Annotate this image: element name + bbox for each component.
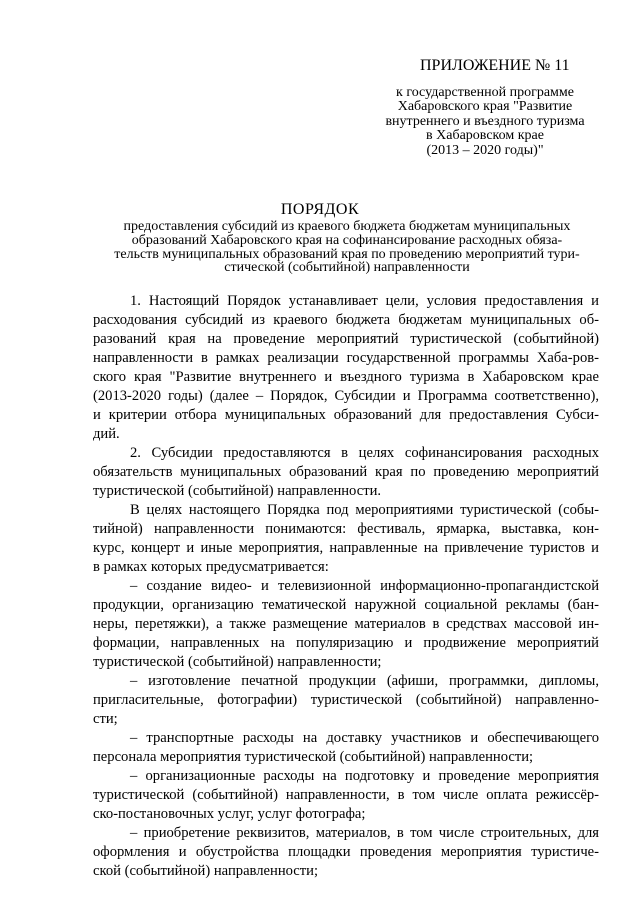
- body-line: обязательств муниципальных образований края по проведению мероприятий: [93, 464, 599, 480]
- body-line: ско-постановочных услуг, услуг фотографа;: [93, 806, 366, 822]
- body-line: неры, перетяжки), а также размещение материалов в средствах массовой ин-: [93, 616, 599, 632]
- annex-line: к государственной программе: [396, 85, 574, 100]
- body-line: и критерии отбора муниципальных образований для предоставления Субси-: [93, 407, 599, 423]
- body-line: дий.: [93, 426, 120, 442]
- document-title: ПОРЯДОК: [280, 201, 360, 218]
- body-line: расходования субсидий из краевого бюджета бюджетам муниципальных об-: [93, 312, 599, 328]
- body-line: – создание видео- и телевизионной информационно-пропагандистской: [130, 578, 599, 594]
- body-line: ского края "Развитие внутреннего и въездного туризма в Хабаровском крае: [93, 369, 599, 385]
- body-line: туристической (событийной) направленности, в том числе оплата режиссёр-: [93, 787, 599, 803]
- body-line: сти;: [93, 711, 118, 727]
- document-subtitle: [95, 220, 599, 275]
- body-line: 2. Субсидии предоставляются в целях софинансирования расходных: [130, 445, 599, 461]
- body-line: в рамках которых предусматривается:: [93, 559, 329, 575]
- body-line: (2013-2020 годы) (далее – Порядок, Субсидии и Программа соответственно),: [93, 388, 599, 404]
- body-line: – транспортные расходы на доставку участников и обеспечивающего: [130, 730, 599, 746]
- annex-line: в Хабаровском крае: [426, 128, 544, 144]
- body-line: туристической (событийной) направленности.: [93, 483, 382, 499]
- body-line: персонала мероприятия туристической (событийной) направленности;: [93, 749, 534, 765]
- appendix-number: ПРИЛОЖЕНИЕ № 11: [420, 57, 570, 74]
- document-body: [93, 292, 599, 881]
- body-line: разований края на проведение мероприятий туристической (событийной): [93, 331, 599, 347]
- annex-line: (2013 – 2020 годы)": [426, 142, 544, 158]
- subtitle-line: предоставления субсидий из краевого бюджета бюджетам муниципальных: [123, 219, 571, 234]
- body-line: – организационные расходы на подготовку и проведение мероприятия: [130, 768, 599, 784]
- subtitle-line: стической (событийной) направленности: [224, 260, 470, 276]
- body-line: тийной) направленности понимаются: фестиваль, ярмарка, выставка, кон-: [93, 521, 599, 537]
- subtitle-line: тельств муниципальных образований края по проведению мероприятий тури-: [114, 246, 580, 262]
- body-line: пригласительные, фотографии) туристической (событийной) направленно-: [93, 692, 599, 708]
- body-line: – изготовление печатной продукции (афиши, программки, дипломы,: [130, 673, 599, 689]
- annex-reference: [360, 86, 610, 158]
- body-line: курс, концерт и иные мероприятия, направленные на привлечение туристов и: [93, 540, 599, 556]
- annex-line: Хабаровского края "Развитие: [397, 99, 573, 115]
- body-line: туристической (событийной) направленности;: [93, 654, 382, 670]
- body-line: В целях настоящего Порядка под мероприятиями туристической (собы-: [130, 502, 599, 518]
- annex-line: внутреннего и въездного туризма: [385, 113, 585, 129]
- body-line: продукции, организацию тематической наружной социальной рекламы (бан-: [93, 597, 599, 613]
- body-line: 1. Настоящий Порядок устанавливает цели, условия предоставления и: [130, 293, 599, 309]
- subtitle-line: образований Хабаровского края на софинансирование расходных обяза-: [131, 232, 563, 248]
- body-line: направленности в рамках реализации государственной программы Хаба-ров-: [93, 350, 599, 366]
- body-line: – приобретение реквизитов, материалов, в том числе строительных, для: [130, 825, 599, 841]
- body-line: формации, направленных на популяризацию и продвижение мероприятий: [93, 635, 599, 651]
- body-line: ской (событийной) направленности;: [93, 863, 319, 879]
- body-line: оформления и обустройства площадки проведения мероприятия туристиче-: [93, 844, 599, 860]
